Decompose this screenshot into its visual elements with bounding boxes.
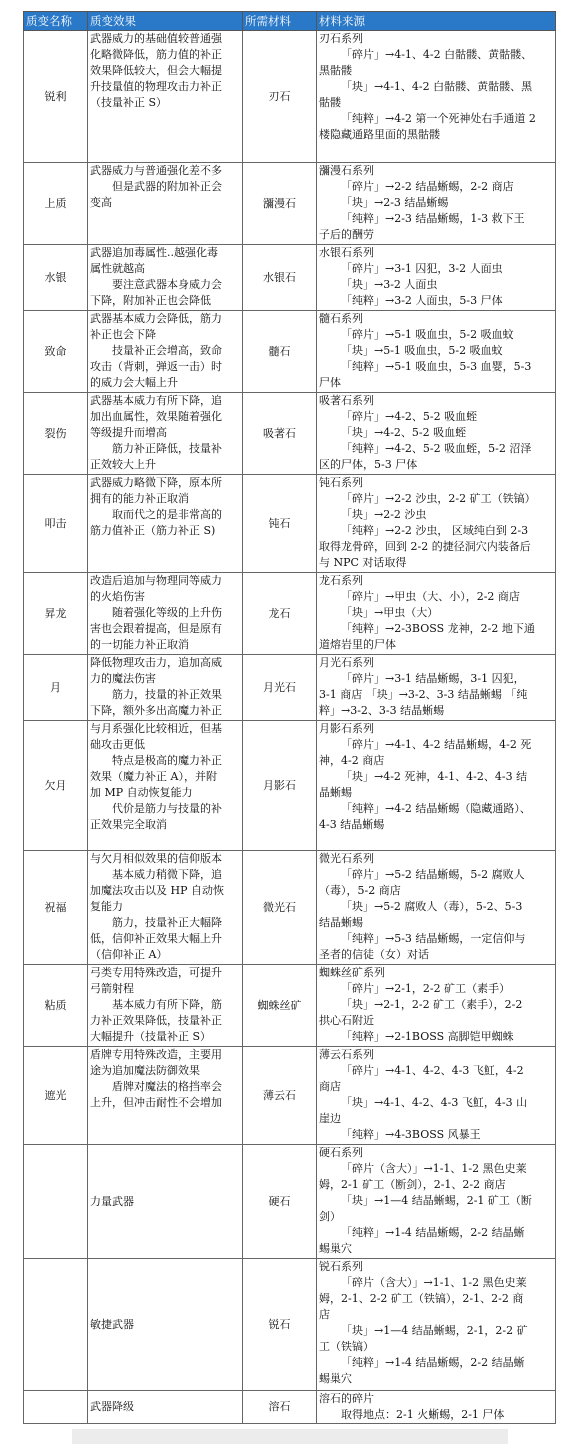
source-line: 「块」→4-2、5-2 吸血蛭 — [341, 426, 467, 439]
material-name: 髓石 — [243, 311, 317, 393]
quality-name: 月 — [24, 655, 88, 721]
table-row — [24, 965, 556, 1047]
source-line: 月光石系列 — [319, 656, 374, 669]
effect-line: 基本威力稍微下降，追 — [112, 868, 222, 881]
source-line: 「块」→甲虫（大） — [341, 606, 439, 619]
effect-line: 补正也会下降 — [90, 328, 156, 341]
quality-name: 遮光 — [24, 1047, 88, 1145]
source-line: 「碎片」→2-2 沙虫，2-2 矿工（铁镐） — [341, 492, 536, 505]
effect-line: 拥有的能力补正取消 — [90, 492, 189, 505]
effect-line: 武器威力略微下降，原本所 — [90, 476, 222, 489]
source-line: 蜴巢穴 — [319, 1242, 352, 1255]
source-line: 与 NPC 对话取得 — [319, 556, 407, 569]
effect-line: 武器追加毒属性..越强化毒 — [90, 246, 218, 259]
source-line: 店 — [319, 1308, 330, 1321]
source-line: 水银石系列 — [319, 246, 374, 259]
quality-name — [24, 1145, 88, 1259]
source-line: 「碎片」→2-2 结晶蜥蜴，2-2 商店 — [341, 180, 514, 193]
material-name: 微光石 — [243, 851, 317, 965]
material-source — [317, 245, 556, 311]
source-line: 商店 — [319, 1080, 341, 1093]
quality-name: 水银 — [24, 245, 88, 311]
effect-line: 代价是筋力与技量的补 — [112, 802, 222, 815]
source-line: 取得龙骨碎，回到 2-2 的捷径洞穴内装备后 — [319, 540, 531, 553]
material-name: 溶石 — [243, 1391, 317, 1424]
effect-line: 加 MP 自动恢复能力 — [90, 786, 193, 799]
effect-line: 筋力值补正（筋力补正 S) — [90, 524, 216, 537]
source-line: 「碎片」→4-1、4-2 结晶蜥蜴，4-2 死 — [341, 738, 532, 751]
source-line: 子后的酬劳 — [319, 228, 374, 241]
source-line: 「块」→2-2 沙虫 — [341, 508, 427, 521]
source-line: 「块」→2-3 结晶蜥蜴 — [341, 196, 449, 209]
source-line: 「碎片」→3-1 结晶蜥蜴，3-1 囚犯， — [341, 672, 525, 685]
effect-line: 武器威力与普通强化差不多 — [90, 164, 222, 177]
source-line: 锐石系列 — [319, 1260, 363, 1273]
source-line: 「块」→3-2 人面虫 — [341, 278, 438, 291]
effect-line: 改造后追加与物理同等威力 — [90, 574, 222, 587]
quality-name: 昇龙 — [24, 573, 88, 655]
effect-line: 下降，附加补正也会降低 — [90, 294, 211, 307]
source-line: 黑骷髅 — [319, 64, 352, 77]
material-source — [317, 475, 556, 573]
effect-line: 加魔法攻击以及 HP 自动恢 — [90, 884, 224, 897]
source-line: 「碎片」→甲虫（大、小），2-2 商店 — [341, 590, 520, 603]
source-line: 薄云石系列 — [319, 1048, 374, 1061]
material-source — [317, 1259, 556, 1391]
quality-name: 裂伤 — [24, 393, 88, 475]
effect-line: 弓类专用特殊改造，可提升 — [90, 966, 222, 979]
quality-effect: 力量武器 — [88, 1145, 243, 1259]
effect-line: 的威力会大幅上升 — [90, 376, 178, 389]
source-line: 姆，2-1、2-2 矿工（铁镐），2-1、2-2 商 — [319, 1292, 524, 1305]
source-line: 「纯粹」→2-1BOSS 高脚铠甲蜘蛛 — [341, 1030, 514, 1043]
material-source — [317, 1047, 556, 1145]
effect-line: 下降，额外多出高魔力补正 — [90, 704, 222, 717]
source-line: 区的尸体，5-3 尸体 — [319, 458, 418, 471]
source-line: 尸体 — [319, 376, 341, 389]
source-line: 钝石系列 — [319, 476, 363, 489]
effect-line: 筋力，技量的补正效果 — [112, 688, 222, 701]
source-line: 「块」→5-2 腐败人（毒），5-2、5-3 — [341, 900, 523, 913]
source-line: 「块」→2-1，2-2 矿工（素手），2-2 — [341, 998, 523, 1011]
source-line: （毒），5-2 商店 — [319, 884, 401, 897]
table-row — [24, 655, 556, 721]
source-line: 硬石系列 — [319, 1146, 363, 1159]
source-line: 「纯粹」→5-1 吸血虫，5-3 血婴，5-3 — [341, 360, 532, 373]
header-material: 所需材料 — [243, 12, 317, 31]
source-line: 拱心石附近 — [319, 1014, 374, 1027]
header-source: 材料来源 — [317, 12, 556, 31]
effect-line: 降低物理攻击力，追加高威 — [90, 656, 222, 669]
material-name: 龙石 — [243, 573, 317, 655]
source-line: 蜴巢穴 — [319, 1372, 352, 1385]
material-source — [317, 163, 556, 245]
material-name: 硬石 — [243, 1145, 317, 1259]
footer-bar — [72, 1429, 508, 1444]
source-line: 「碎片」→2-1，2-2 矿工（素手） — [341, 982, 511, 995]
quality-effect: 武器降级 — [88, 1391, 243, 1424]
source-line: 「纯粹」→1-4 结晶蜥蜴，2-2 结晶蜥 — [341, 1226, 525, 1239]
material-name: 水银石 — [243, 245, 317, 311]
source-line: 「块」→4-1、4-2 白骷髅、黄骷髅、黑 — [341, 80, 533, 93]
table-row — [24, 1391, 556, 1424]
effect-line: 大幅提升（技量补正 S） — [90, 1030, 212, 1043]
quality-name: 欠月 — [24, 721, 88, 851]
source-line: 瀰漫石系列 — [319, 164, 374, 177]
quality-name — [24, 1391, 88, 1424]
table-row — [24, 163, 556, 245]
effect-line: 特点是极高的魔力补正 — [112, 754, 222, 767]
source-line: 剑） — [319, 1210, 341, 1223]
source-line: 「碎片」→4-1、4-2 白骷髅、黄骷髅、 — [341, 48, 533, 61]
source-line: 「块」→5-1 吸血虫，5-2 吸血蚊 — [341, 344, 503, 357]
material-source — [317, 721, 556, 851]
effect-line: 的火焰伤害 — [90, 590, 145, 603]
quality-effect — [88, 31, 243, 163]
source-line: 「碎片（含大）」→1-1、1-2 黑色史莱 — [341, 1162, 527, 1175]
effect-line: 随着强化等级的上升伤 — [112, 606, 222, 619]
source-line: 取得地点：2-1 火蜥蜴，2-1 尸体 — [341, 1408, 505, 1421]
quality-effect — [88, 721, 243, 851]
quality-effect — [88, 475, 243, 573]
source-line: 「纯粹」→1-4 结晶蜥蜴，2-2 结晶蜥 — [341, 1356, 525, 1369]
material-source — [317, 31, 556, 163]
effect-line: 属性就越高 — [90, 262, 145, 275]
effect-line: 害也会跟着提高，但是原有 — [90, 622, 222, 635]
table-row — [24, 1047, 556, 1145]
material-source — [317, 1145, 556, 1259]
source-line: 「块」→4-1、4-2、4-3 飞魟，4-3 山 — [341, 1096, 528, 1109]
source-line: 「块」→1—4 结晶蜥蜴，2-1 矿工（断 — [341, 1194, 532, 1207]
quality-name: 祝福 — [24, 851, 88, 965]
effect-line: 筋力补正降低，技量补 — [112, 442, 222, 455]
material-name: 钝石 — [243, 475, 317, 573]
effect-line: （信仰补正 A） — [90, 948, 168, 961]
source-line: 「纯粹」→5-3 结晶蜥蜴，一定信仰与 — [341, 932, 526, 945]
source-line: 崖边 — [319, 1112, 341, 1125]
source-line: 「纯粹」→2-3 结晶蜥蜴，1-3 救下王 — [341, 212, 525, 225]
material-source — [317, 655, 556, 721]
source-line: 「块」→4-2 死神，4-1、4-2、4-3 结 — [341, 770, 528, 783]
effect-line: 攻击（背刺，弹返一击）时 — [90, 360, 222, 373]
effect-line: 技量补正会增高，致命 — [112, 344, 222, 357]
upgrade-table — [23, 11, 556, 1424]
effect-line: 要注意武器本身威力会 — [112, 278, 222, 291]
material-name: 月光石 — [243, 655, 317, 721]
effect-line: 与欠月相似效果的信仰版本 — [90, 852, 222, 865]
source-line: 吸著石系列 — [319, 394, 374, 407]
source-line: 神，4-2 商店 — [319, 754, 385, 767]
quality-effect — [88, 311, 243, 393]
material-name: 吸著石 — [243, 393, 317, 475]
effect-line: 力的魔法伤害 — [90, 672, 156, 685]
source-line: 道熔岩里的尸体 — [319, 638, 396, 651]
table-row — [24, 31, 556, 163]
source-line: 「碎片」→5-2 结晶蜥蜴，5-2 腐败人 — [341, 868, 525, 881]
material-source — [317, 573, 556, 655]
source-line: 结晶蜥蜴 — [319, 916, 363, 929]
table-row — [24, 1145, 556, 1259]
header-name: 质变名称 — [24, 12, 88, 31]
quality-effect — [88, 1047, 243, 1145]
effect-line: 上升，但冲击耐性不会增加 — [90, 1096, 222, 1109]
effect-line: 等级提升而增高 — [90, 426, 167, 439]
effect-line: 正效果完全取消 — [90, 818, 167, 831]
source-line: 龙石系列 — [319, 574, 363, 587]
material-name: 刃石 — [243, 31, 317, 163]
effect-line: 效果（魔力补正 A），并附 — [90, 770, 217, 783]
table-row — [24, 393, 556, 475]
source-line: 圣者的信徒（女）对话 — [319, 948, 429, 961]
material-source — [317, 851, 556, 965]
source-line: 「碎片」→3-1 囚犯，3-2 人面虫 — [341, 262, 503, 275]
effect-line: 升技量值的物理攻击力补正 — [90, 80, 222, 93]
material-name: 锐石 — [243, 1259, 317, 1391]
effect-line: 筋力，技量补正大幅降 — [112, 916, 222, 929]
material-name: 月影石 — [243, 721, 317, 851]
effect-line: 弓箭射程 — [90, 982, 134, 995]
effect-line: 力补正效果降低，技量补正 — [90, 1014, 222, 1027]
quality-effect — [88, 393, 243, 475]
source-line: 刃石系列 — [319, 32, 363, 45]
effect-line: 盾牌对魔法的格挡率会 — [112, 1080, 222, 1093]
effect-line: 的一切能力补正取消 — [90, 638, 189, 651]
quality-effect — [88, 245, 243, 311]
effect-line: 效果降低较大，但会大幅提 — [90, 64, 222, 77]
material-name: 瀰漫石 — [243, 163, 317, 245]
quality-name: 锐利 — [24, 31, 88, 163]
effect-line: （技量补正 S） — [90, 96, 168, 109]
effect-line: 正效较大上升 — [90, 458, 156, 471]
table-row — [24, 245, 556, 311]
material-source — [317, 393, 556, 475]
source-line: 「纯粹」→4-3BOSS 风暴王 — [341, 1128, 481, 1141]
effect-line: 武器基本威力有所下降，追 — [90, 394, 222, 407]
quality-effect — [88, 573, 243, 655]
source-line: 4-3 结晶蜥蜴 — [319, 818, 385, 831]
table-row — [24, 573, 556, 655]
source-line: 3-1 商店 「块」→3-2、3-3 结晶蜥蜴 「纯 — [319, 688, 528, 701]
header-effect: 质变效果 — [88, 12, 243, 31]
source-line: 骷髅 — [319, 96, 341, 109]
table-row — [24, 1259, 556, 1391]
source-line: 溶石的碎片 — [319, 1392, 374, 1405]
effect-line: 但是武器的附加补正会 — [112, 180, 222, 193]
table-row — [24, 721, 556, 851]
quality-effect — [88, 851, 243, 965]
effect-line: 途为追加魔法防御效果 — [90, 1064, 200, 1077]
source-line: 姆，2-1 矿工（断剑），2-1、2-2 商店 — [319, 1178, 506, 1191]
source-line: 「纯粹」→2-3BOSS 龙神，2-2 地下通 — [341, 622, 535, 635]
table-row — [24, 851, 556, 965]
effect-line: 复能力 — [90, 900, 123, 913]
effect-line: 础攻击更低 — [90, 738, 145, 751]
effect-line: 化略微降低，筋力值的补正 — [90, 48, 222, 61]
effect-line: 变高 — [90, 196, 112, 209]
quality-name: 粘质 — [24, 965, 88, 1047]
quality-name: 上质 — [24, 163, 88, 245]
quality-name: 叩击 — [24, 475, 88, 573]
source-line: 晶蜥蜴 — [319, 786, 352, 799]
source-line: 蜘蛛丝矿系列 — [319, 966, 385, 979]
source-line: 粹」→3-2、3-3 结晶蜥蜴 — [319, 704, 445, 717]
material-source — [317, 965, 556, 1047]
source-line: 微光石系列 — [319, 852, 374, 865]
effect-line: 与月系强化比较相近，但基 — [90, 722, 222, 735]
quality-effect: 敏捷武器 — [88, 1259, 243, 1391]
effect-line: 加出血属性，效果随着强化 — [90, 410, 222, 423]
quality-name: 致命 — [24, 311, 88, 393]
effect-line: 低，信仰补正效果大幅上升 — [90, 932, 222, 945]
table-row — [24, 475, 556, 573]
quality-effect — [88, 163, 243, 245]
source-line: 工（铁镐） — [319, 1340, 374, 1353]
source-line: 月影石系列 — [319, 722, 374, 735]
source-line: 「纯粹」→4-2、5-2 吸血蛭，5-2 沼泽 — [341, 442, 532, 455]
source-line: 「碎片」→4-2、5-2 吸血蛭 — [341, 410, 478, 423]
source-line: 「纯粹」→3-2 人面虫，5-3 尸体 — [341, 294, 503, 307]
source-line: 「纯粹」→4-2 第一个死神处右手通道 2 — [341, 112, 536, 125]
source-line: 「纯粹」→4-2 结晶蜥蜴（隐藏通路）、 — [341, 802, 531, 815]
source-line: 「纯粹」→2-2 沙虫， 区域纯白到 2-3 — [341, 524, 529, 537]
table-header-row — [24, 12, 556, 31]
material-name: 薄云石 — [243, 1047, 317, 1145]
material-source — [317, 311, 556, 393]
quality-effect — [88, 655, 243, 721]
effect-line: 盾牌专用特殊改造，主要用 — [90, 1048, 222, 1061]
quality-name — [24, 1259, 88, 1391]
source-line: 「块」→1—4 结晶蜥蜴，2-1，2-2 矿 — [341, 1324, 528, 1337]
quality-effect — [88, 965, 243, 1047]
material-name: 蜘蛛丝矿 — [243, 965, 317, 1047]
effect-line: 武器威力的基础值较普通强 — [90, 32, 222, 45]
effect-line: 基本威力有所下降，筋 — [112, 998, 222, 1011]
source-line: 「碎片」→4-1、4-2、4-3 飞魟，4-2 — [341, 1064, 524, 1077]
table-row — [24, 311, 556, 393]
source-line: 髓石系列 — [319, 312, 363, 325]
effect-line: 武器基本威力会降低，筋力 — [90, 312, 222, 325]
source-line: 「碎片（含大）」→1-1、1-2 黑色史莱 — [341, 1276, 527, 1289]
material-source — [317, 1391, 556, 1424]
source-line: 楼隐藏通路里面的黑骷髅 — [319, 128, 440, 141]
effect-line: 取而代之的是非常高的 — [112, 508, 222, 521]
source-line: 「碎片」→5-1 吸血虫，5-2 吸血蚊 — [341, 328, 514, 341]
